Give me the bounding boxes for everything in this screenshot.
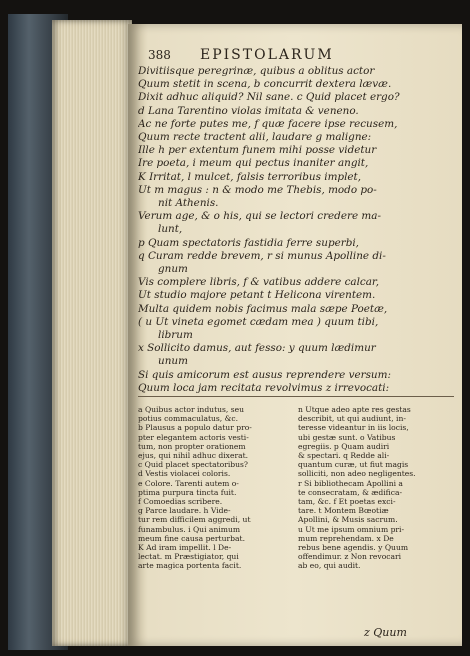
footnote-line: potius commaculatus, &c. (138, 414, 239, 424)
verse-line: Ut studio majore petant t Helicona virentem. (138, 289, 376, 302)
footnote-line: f Comoedias scribere. (138, 497, 223, 507)
verse-line: x Sollicito damus, aut fesso: y quum lædimur (138, 342, 376, 355)
verse-line: p Quam spectatoris fastidia ferre superbi, (138, 236, 359, 249)
verse-line: Ille h per extentum funem mihi posse videtur (138, 144, 377, 157)
footnote-line: a Quibus actor indutus, seu (138, 405, 245, 414)
footnote-line: & spectari. q Redde ali- (298, 451, 390, 461)
verse-line: d Lana Tarentino violas imitata & veneno. (138, 104, 359, 117)
footnote-line: K Ad iram impellit. l De- (138, 543, 232, 553)
footnote-line: offendimur. z Non revocari (298, 552, 402, 562)
footnote-line: meum fine causa perturbat. (138, 533, 245, 543)
footnote-line: r Si bibliothecam Apollini a (298, 478, 403, 488)
verse-line: Si quis amicorum est ausus reprendere versum: (138, 368, 391, 381)
verse-line: nit Athenis. (158, 197, 219, 210)
footnote-line: Apollini, & Musis sacrum. (298, 515, 398, 525)
footnote-line: g Parce laudare. h Vide- (138, 506, 231, 516)
verse-line: q Curam redde brevem, r si munus Apolline di- (138, 249, 386, 262)
footnotes-right-column (298, 405, 454, 571)
footnote-line: d Vestis violacei coloris. (138, 469, 231, 479)
footnote-line: arte magica portenta facit. (138, 561, 242, 571)
verse-line: unum (158, 355, 188, 368)
footnote-line: ptima purpura tincta fuit. (138, 487, 237, 497)
page-number: 388 (148, 48, 171, 62)
footnote-line: rebus bene agendis. y Quum (298, 543, 409, 553)
footnote-line: funambulus. i Qui animum (138, 524, 241, 534)
footnote-line: lectat. m Præstigiator, qui (138, 552, 239, 562)
verse-line: lunt, (158, 223, 183, 236)
footnote-line: n Utque adeo apte res gestas (298, 405, 411, 414)
footnote-line: tare. t Montem Bœotiæ (298, 506, 389, 516)
footnote-line: c Quid placet spectatoribus? (138, 460, 249, 470)
verse-line: Quum loca jam recitata revolvimus z irrevocati: (138, 381, 390, 394)
footnote-line: solliciti, non adeo negligentes. (298, 469, 416, 479)
footnote-line: b Plausus a populo datur pro- (138, 423, 252, 433)
verse-line: Verum age, & o his, qui se lectori credere ma- (138, 210, 381, 223)
footnote-line: quantum curæ, ut fiut magis (298, 460, 409, 470)
verse-line: Ac ne forte putes me, f quæ facere ipse recusem, (138, 117, 398, 130)
footnote-line: tam, &c. f Et poetas exci- (298, 497, 396, 507)
verse-line: K Irritat, l mulcet, falsis terroribus implet, (138, 170, 362, 183)
verse-line: Multa quidem nobis facimus mala sæpe Poetæ, (138, 302, 388, 315)
footnote-line: tum, non propter orationem (138, 441, 246, 451)
verse-line: Vis complere libris, f & vatibus addere calcar, (138, 276, 380, 289)
footnote-line: u Ut me ipsum omnium pri- (298, 524, 405, 534)
catchword: z Quum (364, 626, 407, 639)
verse-line: Ut m magus : n & modo me Thebis, modo po- (138, 183, 377, 196)
verse-line: gnum (158, 263, 188, 276)
footnote-line: e Colore. Tarenti autem o- (138, 478, 239, 488)
footnote-line: pter elegantem actoris vesti- (138, 432, 249, 442)
running-head: EPISTOLARUM (200, 47, 334, 63)
footnote-line: mum reprehendam. x De (298, 533, 394, 543)
footnote-line: egregiis. p Quam audiri (298, 441, 390, 451)
footnote-line: describit, ut qui audiunt, in- (298, 414, 406, 424)
verse-block (138, 65, 456, 395)
page-edges (52, 20, 132, 646)
footnote-line: ab eo, qui audit. (298, 561, 361, 571)
verse-line: Quum stetit in scena, b concurrit dextera lævæ. (138, 78, 392, 91)
verse-line: Quum recte tractent alii, laudare g maligne: (138, 131, 372, 144)
book-page (128, 24, 462, 646)
footnote-line: teresse videantur in iis locis, (298, 423, 409, 433)
verse-line: librum (158, 329, 193, 342)
verse-line: Divitiisque peregrinæ, quibus a oblitus actor (138, 65, 375, 77)
verse-line: Dixit adhuc aliquid? Nil sane. c Quid placet ergo? (138, 91, 400, 104)
verse-line: Ire poeta, i meum qui pectus inaniter angit, (138, 157, 369, 170)
footnote-rule (138, 396, 454, 397)
footnote-line: te consecratam, & ædifica- (298, 487, 403, 497)
footnote-line: ejus, qui nihil adhuc dixerat. (138, 451, 249, 461)
verse-line: ( u Ut vineta egomet cædam mea ) quum tibi, (138, 315, 379, 328)
footnote-line: ubi gestæ sunt. o Vatibus (298, 432, 396, 442)
footnotes-left-column (138, 405, 294, 571)
footnote-line: tur rem difficilem aggredi, ut (138, 515, 251, 525)
